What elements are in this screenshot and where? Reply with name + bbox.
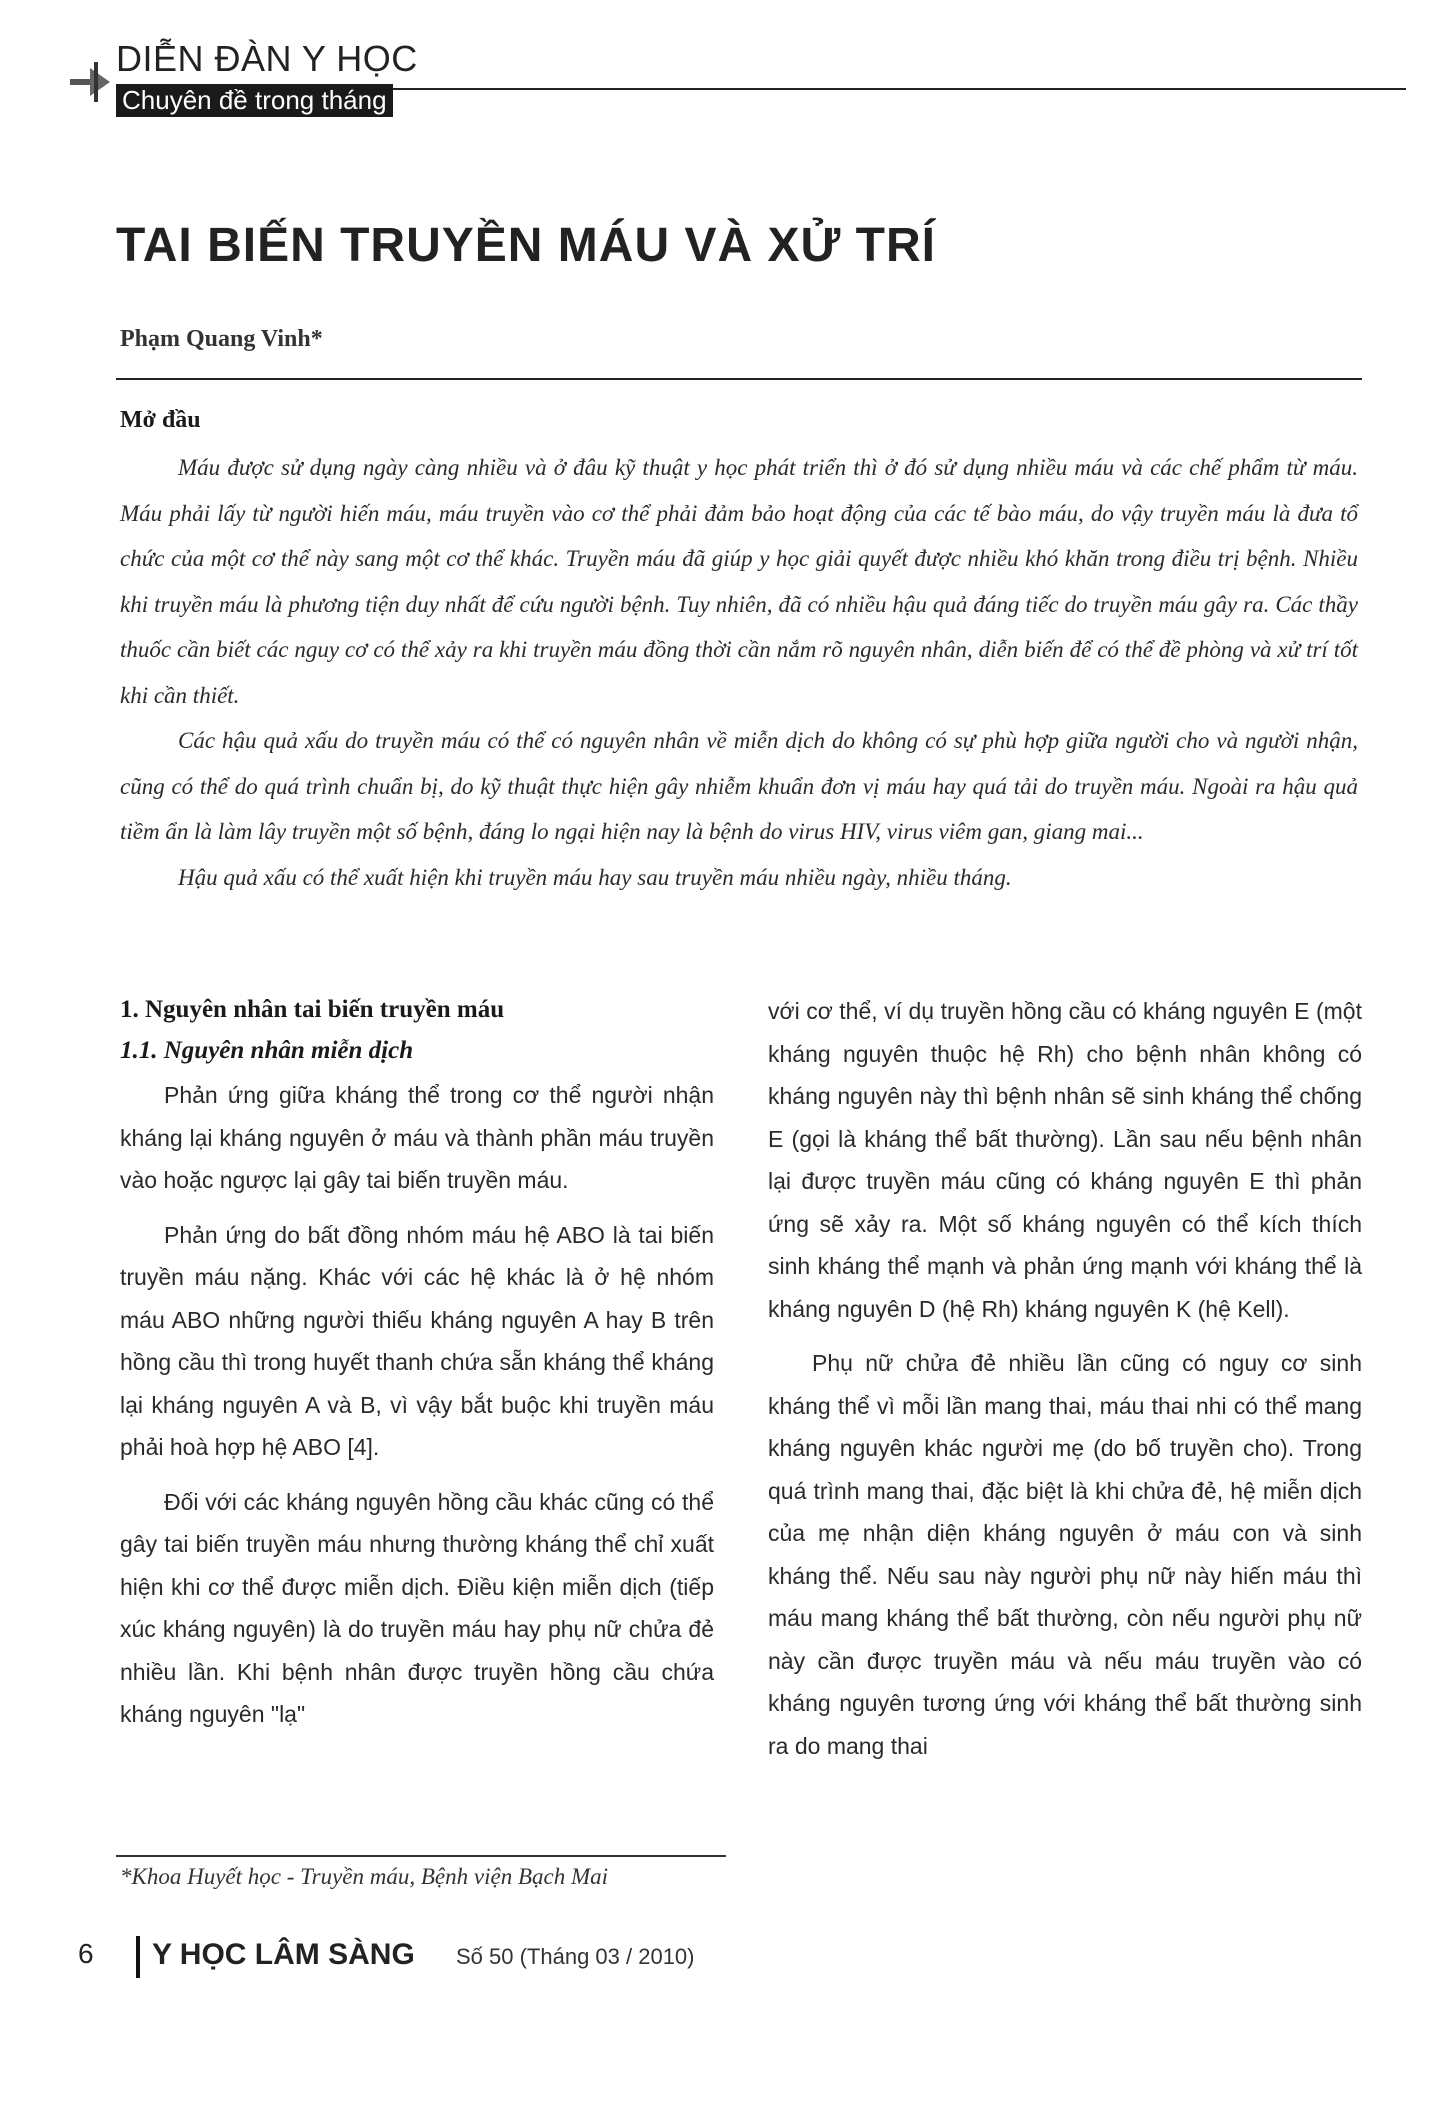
body-paragraph: Phản ứng do bất đồng nhóm máu hệ ABO là tai biến truyền máu nặng. Khác với các hệ khác là ở hệ nhóm máu ABO những người thiếu kháng nguyên A hay B trên hồng cầu thì trong huyết thanh chứa sẵn kháng thể kháng lại kháng nguyên A và B, vì vậy bắt buộc khi truyền máu phải hoà hợp hệ ABO [4]. bbox=[120, 1221, 714, 1460]
intro-text bbox=[120, 445, 1358, 900]
intro-heading: Mở đầu bbox=[120, 407, 201, 433]
section-heading: 1. Nguyên nhân tai biến truyền máu bbox=[120, 996, 505, 1023]
section-name: DIỄN ĐÀN Y HỌC bbox=[116, 38, 418, 79]
author: Phạm Quang Vinh* bbox=[120, 326, 323, 352]
journal-name: Y HỌC LÂM SÀNG bbox=[152, 1938, 415, 1971]
intro-paragraph: Hậu quả xấu có thể xuất hiện khi truyền máu hay sau truyền máu nhiều ngày, nhiều tháng. bbox=[178, 864, 1012, 890]
footer-divider bbox=[136, 1936, 140, 1978]
body-paragraph: với cơ thể, ví dụ truyền hồng cầu có kháng nguyên E (một kháng nguyên thuộc hệ Rh) cho bệnh nhân không có kháng nguyên này thì bệnh nhân sẽ sinh kháng thể chống E (gọi là kháng thể bất thường). Lần sau nếu bệnh nhân lại được truyền máu cũng có kháng nguyên E thì phản ứng sẽ xảy ra. Một số kháng nguyên có thể kích thích sinh kháng thể mạnh và phản ứng mạnh với kháng thể là kháng nguyên D (hệ Rh) kháng nguyên K (hệ Kell). bbox=[768, 998, 1362, 1322]
section-tab: Chuyên đề trong tháng bbox=[116, 84, 393, 117]
subsection-heading: 1.1. Nguyên nhân miễn dịch bbox=[120, 1037, 414, 1064]
author-rule bbox=[116, 378, 1362, 380]
body-paragraph: Đối với các kháng nguyên hồng cầu khác cũng có thể gây tai biến truyền máu nhưng thường kháng thể chỉ xuất hiện khi cơ thể được miễn dịch. Điều kiện miễn dịch (tiếp xúc kháng nguyên) là do truyền máu hay phụ nữ chửa đẻ nhiều lần. Khi bệnh nhân được truyền hồng cầu chứa kháng nguyên "lạ" bbox=[120, 1488, 714, 1727]
left-column bbox=[120, 990, 714, 1736]
arrow-icon bbox=[70, 62, 114, 102]
footnote: *Khoa Huyết học - Truyền máu, Bệnh viện Bạch Mai bbox=[120, 1864, 608, 1889]
intro-paragraph: Các hậu quả xấu do truyền máu có thể có nguyên nhân về miễn dịch do không có sự phù hợp giữa người cho và người nhận, cũng có thể do quá trình chuẩn bị, do kỹ thuật thực hiện gây nhiễm khuẩn đơn vị máu hay quá tải do truyền máu. Ngoài ra hậu quả tiềm ẩn là làm lây truyền một số bệnh, đáng lo ngại hiện nay là bệnh do virus HIV, virus viêm gan, giang mai... bbox=[120, 728, 1358, 844]
intro-paragraph: Máu được sử dụng ngày càng nhiều và ở đâu kỹ thuật y học phát triển thì ở đó sử dụng nhiều máu và các chế phẩm từ máu. Máu phải lấy từ người hiến máu, máu truyền vào cơ thể phải đảm bảo hoạt động của các tế bào máu, do vậy truyền máu là đưa tổ chức của một cơ thể này sang một cơ thể khác. Truyền máu đã giúp y học giải quyết được nhiều khó khăn trong điều trị bệnh. Nhiều khi truyền máu là phương tiện duy nhất để cứu người bệnh. Tuy nhiên, đã có nhiều hậu quả đáng tiếc do truyền máu gây ra. Các thầy thuốc cần biết các nguy cơ có thể xảy ra khi truyền máu đồng thời cần nắm rõ nguyên nhân, diễn biến để có thể đề phòng và xử trí tốt khi cần thiết. bbox=[120, 455, 1358, 708]
page-number: 6 bbox=[78, 1938, 94, 1969]
article-title: TAI BIẾN TRUYỀN MÁU VÀ XỬ TRÍ bbox=[116, 219, 936, 272]
issue-info: Số 50 (Tháng 03 / 2010) bbox=[456, 1944, 695, 1969]
body-paragraph: Phụ nữ chửa đẻ nhiều lần cũng có nguy cơ sinh kháng thể vì mỗi lần mang thai, máu thai nhi có thể mang kháng nguyên khác người mẹ (do bố truyền cho). Trong quá trình mang thai, đặc biệt là khi chửa đẻ, hệ miễn dịch của mẹ nhận diện kháng nguyên ở máu con và sinh kháng thể. Nếu sau này người phụ nữ này hiến máu thì máu mang kháng thể bất thường, còn nếu người phụ nữ này cần được truyền máu và nếu máu truyền vào có kháng nguyên tương ứng với kháng thể bất thường sinh ra do mang thai bbox=[768, 1350, 1362, 1759]
footnote-rule bbox=[116, 1855, 726, 1857]
body-paragraph: Phản ứng giữa kháng thể trong cơ thể người nhận kháng lại kháng nguyên ở máu và thành phần máu truyền vào hoặc ngược lại gây tai biến truyền máu. bbox=[120, 1082, 714, 1193]
right-column bbox=[768, 990, 1362, 1767]
